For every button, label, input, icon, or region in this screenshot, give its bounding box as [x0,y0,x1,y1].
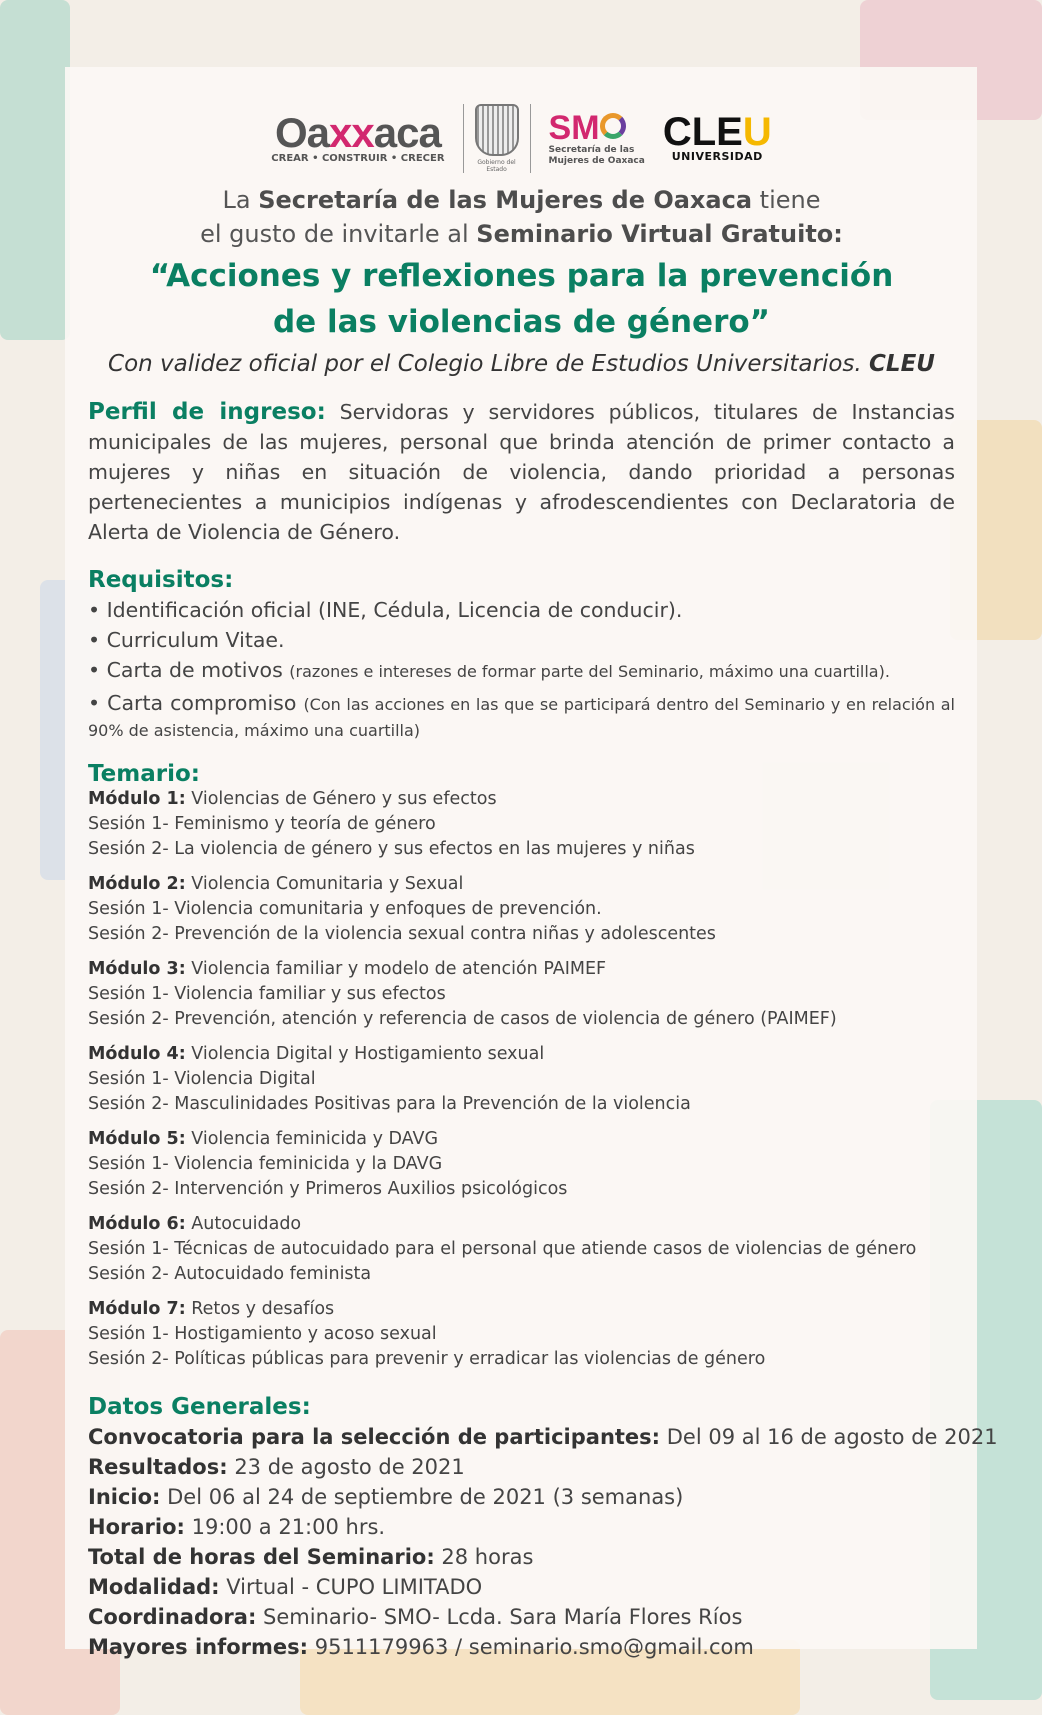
temario-heading: Temario: [88,761,200,787]
invitation-card [65,67,998,1659]
module-block [88,1127,955,1202]
datos-row: Horario: 19:00 a 21:00 hrs. [88,1515,386,1539]
session-item: Sesión 1- Violencia feminicida y la DAVG [88,1154,443,1174]
module-title: Módulo 5: Violencia feminicida y DAVG [88,1129,439,1149]
session-item: Sesión 2- Políticas públicas para prevenir y erradicar las violencias de género [88,1349,766,1369]
requisitos-heading: Requisitos: [88,567,234,593]
session-item: Sesión 1- Violencia familiar y sus efectos [88,984,446,1004]
module-block [88,1212,955,1287]
session-item: Sesión 2- Intervención y Primeros Auxilios psicológicos [88,1179,568,1199]
validity-subtitle: Con validez oficial por el Colegio Libre de Estudios Universitarios. CLEU [108,351,935,377]
session-item: Sesión 1- Hostigamiento y acoso sexual [88,1324,437,1344]
session-item: Sesión 2- Masculinidades Positivas para la Prevención de la violencia [88,1094,691,1114]
perfil-text: Servidoras y servidores públicos, titulares de Instancias municipales de las mujeres, personal que brinda atención de primer contacto a mujeres y niñas en situación de violencia, dando prioridad a personas pertenecientes a municipios indígenas y afrodescendientes con Declaratoria de Alerta de Violencia de Género. [88,400,955,544]
module-title: Módulo 4: Violencia Digital y Hostigamiento sexual [88,1044,545,1064]
datos-row: Inicio: Del 06 al 24 de septiembre de 2021 (3 semanas) [88,1485,684,1509]
session-item: Sesión 1- Feminismo y teoría de género [88,814,436,834]
requisito-item: • Carta compromiso (Con las acciones en las que se participará dentro del Seminario y en relación al 90% de asistencia, máximo una cuartilla) [88,691,955,740]
datos-row: Modalidad: Virtual - CUPO LIMITADO [88,1575,483,1599]
requisito-item: • Carta de motivos (razones e intereses de formar parte del Seminario, máximo una cuartilla). [88,658,890,682]
smo-logo: SM Secretaría de las Mujeres de Oaxaca [548,109,645,166]
requisito-item: • Identificación oficial (INE, Cédula, Licencia de conducir). [88,598,683,622]
datos-row: Resultados: 23 de agosto de 2021 [88,1455,465,1479]
module-block [88,957,955,1032]
cleu-logo: CLEU UNIVERSIDAD [662,109,772,163]
module-title: Módulo 7: Retos y desafíos [88,1299,335,1319]
oaxaca-slogan: CREAR • CONSTRUIR • CRECER [271,152,445,164]
module-block [88,1042,955,1117]
requisito-item: • Curriculum Vitae. [88,628,285,652]
session-item: Sesión 1- Violencia Digital [88,1069,316,1089]
module-block [88,787,955,862]
module-block [88,872,955,947]
temario-section [88,761,955,1372]
gobierno-seal-logo: Gobierno del Estado [463,104,531,173]
session-item: Sesión 1- Violencia comunitaria y enfoques de prevención. [88,899,602,919]
logo-bar [88,103,955,173]
module-title: Módulo 6: Autocuidado [88,1214,302,1234]
perfil-heading: Perfil de ingreso: [88,399,326,425]
session-item: Sesión 2- Prevención de la violencia sexual contra niñas y adolescentes [88,924,716,944]
module-block [88,1297,955,1372]
datos-row: Total de horas del Seminario: 28 horas [88,1545,534,1569]
module-title: Módulo 3: Violencia familiar y modelo de atención PAIMEF [88,959,607,979]
session-item: Sesión 2- Autocuidado feminista [88,1264,372,1284]
perfil-section [88,397,955,547]
seminar-title: “Acciones y reflexiones para la prevención de las violencias de género” [149,258,894,340]
session-item: Sesión 2- La violencia de género y sus efectos en las mujeres y niñas [88,839,695,859]
datos-row: Coordinadora: Seminario- SMO- Lcda. Sara María Flores Ríos [88,1605,743,1629]
intro-text: La Secretaría de las Mujeres de Oaxaca tiene el gusto de invitarle al Seminario Virtual Gratuito: [200,186,843,248]
module-title: Módulo 1: Violencias de Género y sus efectos [88,789,497,809]
datos-row: Mayores informes: 9511179963 / seminario.smo@gmail.com [88,1635,754,1659]
datos-heading: Datos Generales: [88,1394,311,1420]
seal-icon [475,104,519,156]
session-item: Sesión 1- Técnicas de autocuidado para el personal que atiende casos de violencias de género [88,1239,917,1259]
datos-section [88,1392,998,1662]
module-title: Módulo 2: Violencia Comunitaria y Sexual [88,874,464,894]
smo-circle-icon [600,113,626,139]
requisitos-section [88,565,955,743]
oaxaca-logo: Oaxxaca CREAR • CONSTRUIR • CRECER [271,108,445,164]
datos-row: Convocatoria para la selección de participantes: Del 09 al 16 de agosto de 2021 [88,1425,998,1449]
session-item: Sesión 2- Prevención, atención y referencia de casos de violencia de género (PAIMEF) [88,1009,837,1029]
